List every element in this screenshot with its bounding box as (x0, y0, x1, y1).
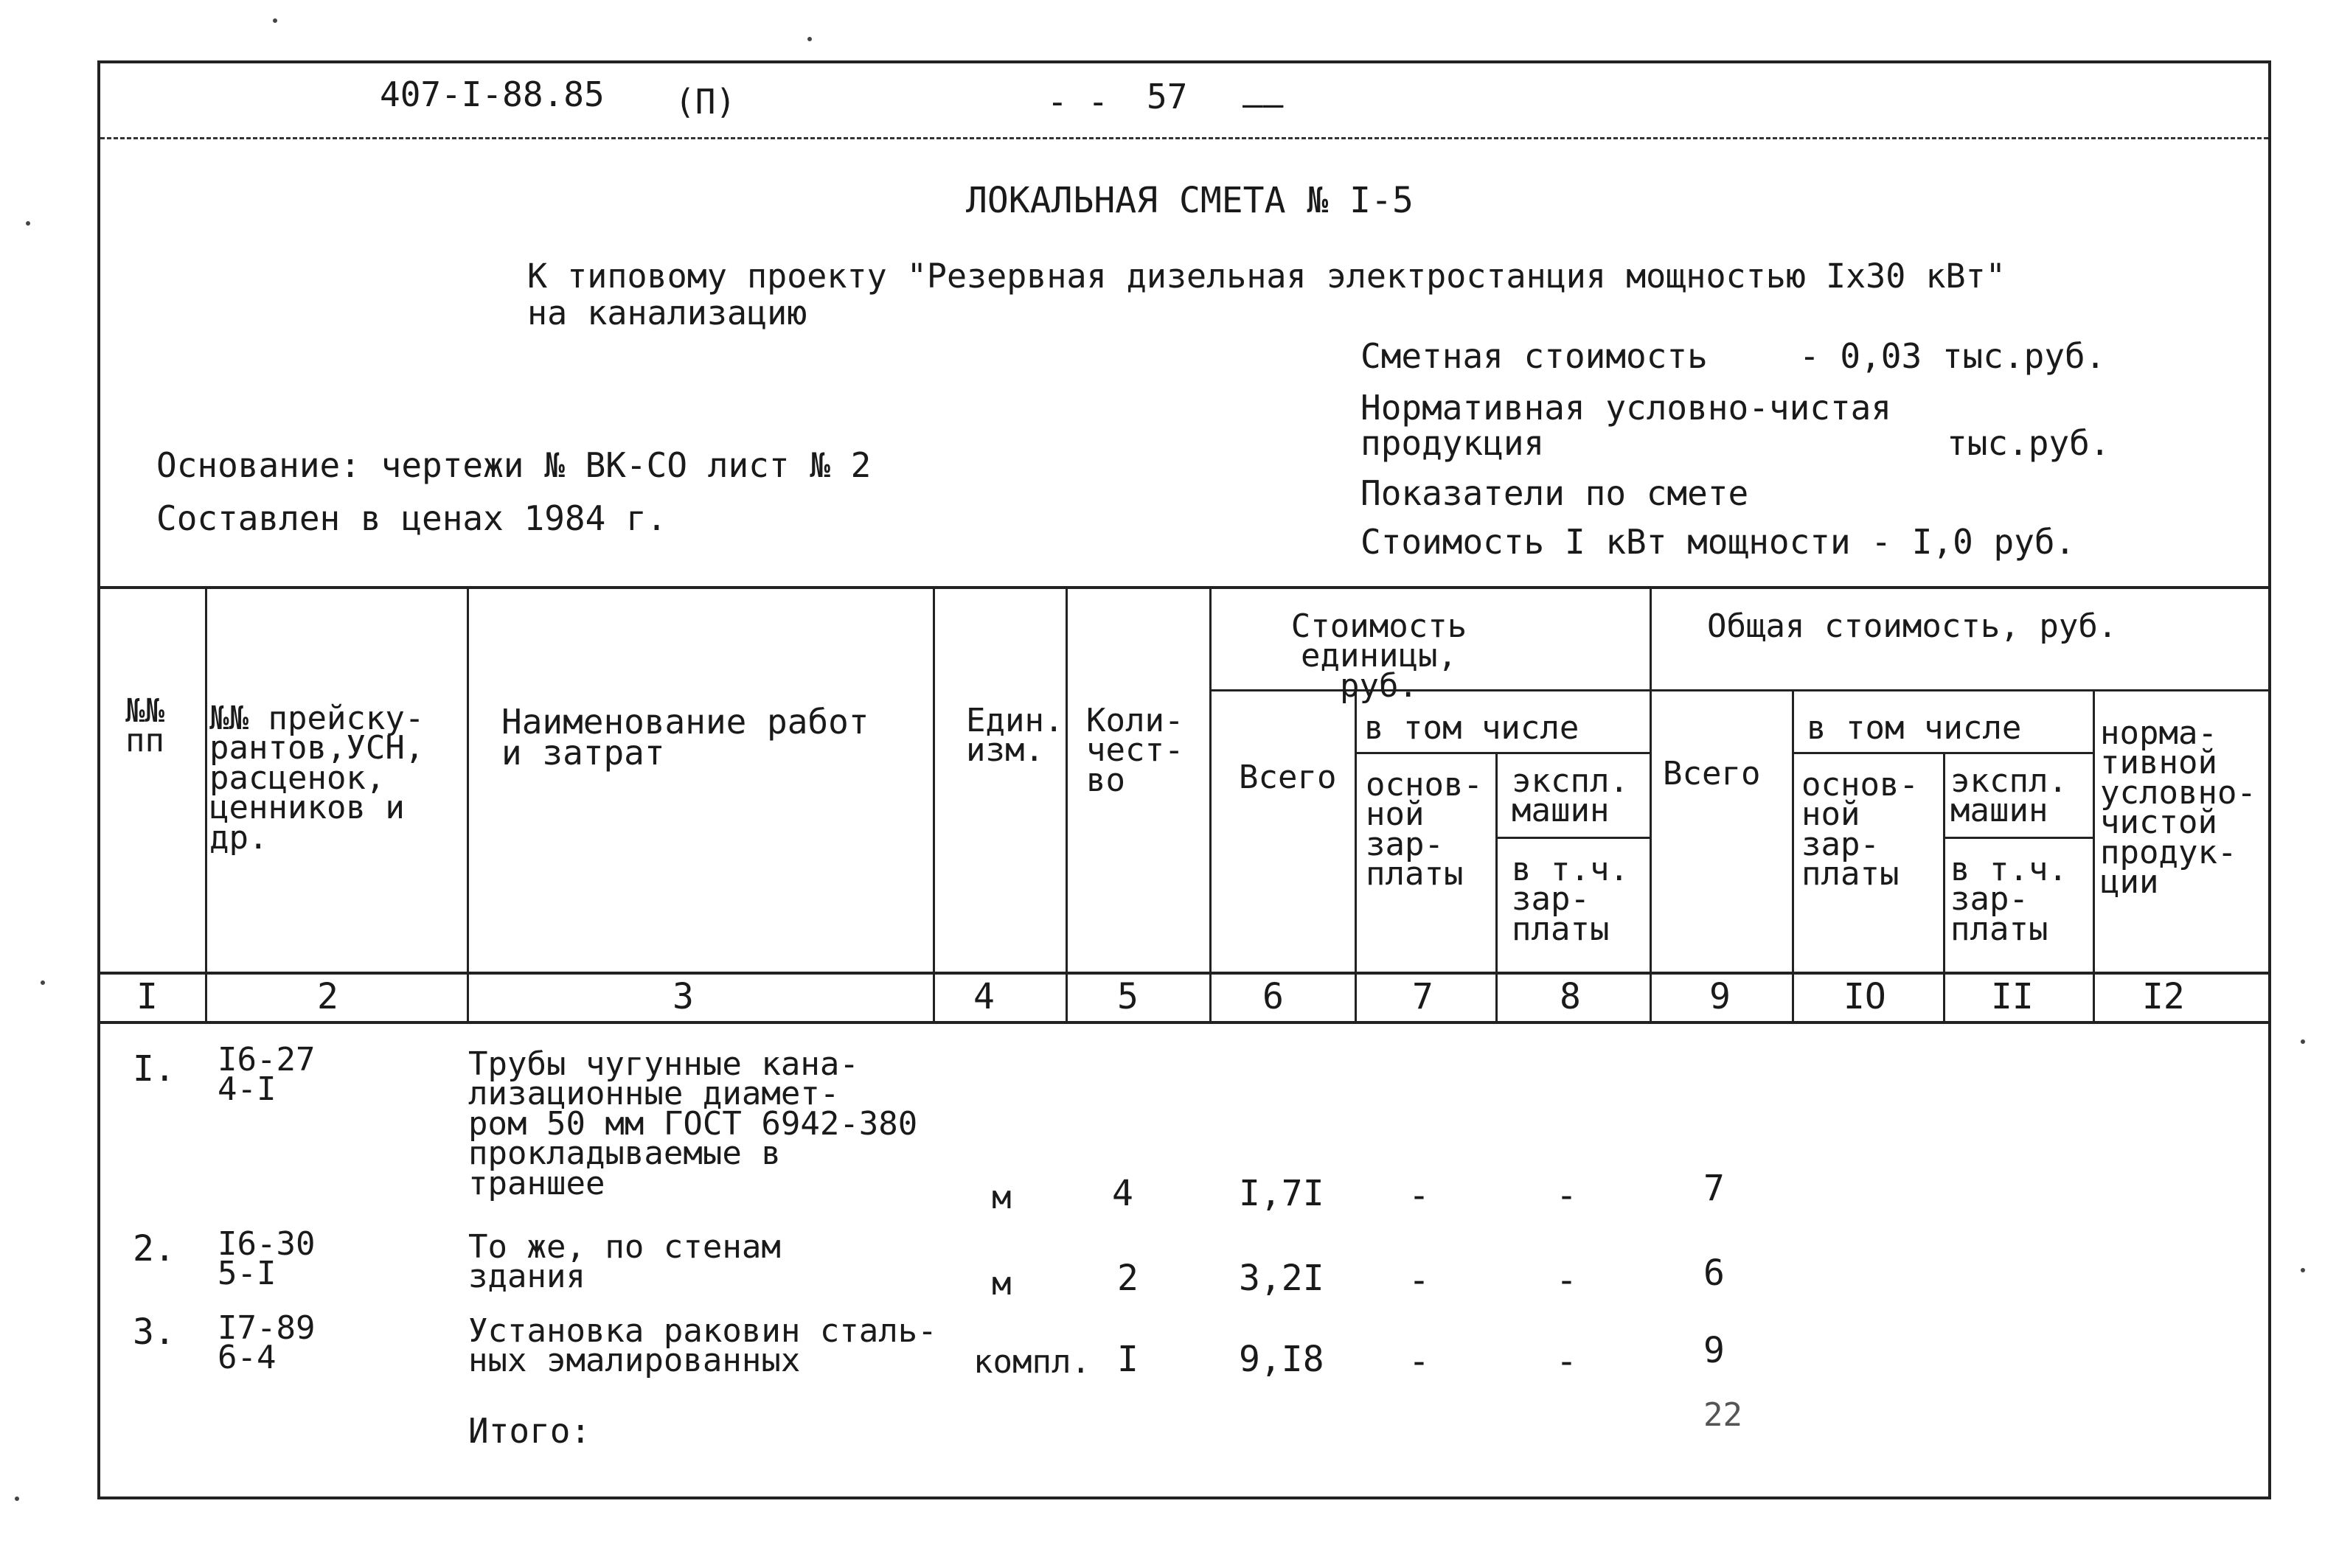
row-3-machines: - (1556, 1341, 1577, 1382)
page-dash-right: —— (1243, 84, 1284, 124)
col-number-4: 4 (973, 976, 995, 1017)
prices-line: Составлен в ценах 1984 г. (156, 498, 667, 538)
header-num: №№ пп (125, 692, 164, 760)
scan-speck (41, 980, 45, 985)
row-2-code: I6-30 5-I (218, 1225, 316, 1293)
col-line-2 (467, 588, 469, 1022)
col-number-10: IO (1843, 976, 1886, 1017)
row-2-name: То же, по стенам здания (468, 1228, 781, 1296)
norm-product-label-2: продукция (1360, 423, 1545, 463)
row-1-code: I6-27 4-I (218, 1041, 316, 1109)
header-mwage-unit: в т.ч. зар- платы (1512, 851, 1629, 948)
col-number-7: 7 (1412, 976, 1433, 1017)
row-3-name: Установка раковин сталь- ных эмалированных (468, 1312, 937, 1380)
header-name: Наименование работ и затрат (501, 702, 869, 773)
header-mwage-total: в т.ч. зар- платы (1950, 851, 2068, 948)
row-1-unit: м (992, 1179, 1012, 1216)
header-wage-total: основ- ной зар- платы (1801, 766, 1919, 893)
header-qty: Коли- чест- во (1086, 702, 1184, 799)
document-title: ЛОКАЛЬНАЯ СМЕТА № I-5 (966, 180, 1414, 221)
header-incl-unit: в том числе (1364, 709, 1579, 747)
header-total-cost: Общая стоимость, руб. (1707, 607, 2118, 645)
row-2-qty: 2 (1117, 1258, 1139, 1299)
scan-speck (2301, 1268, 2305, 1272)
row-2-unit: м (992, 1265, 1012, 1303)
row-2-wage: - (1408, 1260, 1430, 1301)
col-number-5: 5 (1117, 976, 1139, 1017)
header-machines-unit: экспл. машин (1512, 762, 1629, 830)
incl-divider-right (1792, 752, 2093, 754)
col-line-10 (1943, 752, 1945, 1022)
header-all-unit: Всего (1239, 759, 1337, 796)
series-mark: (П) (675, 82, 737, 122)
col-number-8: 8 (1560, 976, 1581, 1017)
row-3-unit: компл. (973, 1343, 1091, 1381)
row-1-qty: 4 (1112, 1173, 1133, 1214)
header-codes: №№ прейску- рантов,УСН, расценок, ценников и др. (209, 700, 425, 857)
col-line-3 (933, 588, 935, 1022)
scan-speck (2301, 1039, 2305, 1044)
kw-cost-line: Стоимость I кВт мощности - I,0 руб. (1360, 522, 2076, 562)
estimated-cost-label: Сметная стоимость (1360, 336, 1708, 376)
col-number-11: II (1991, 976, 2034, 1017)
col-line-6 (1355, 689, 1357, 1022)
indicators-label: Показатели по смете (1360, 473, 1749, 513)
scan-speck (807, 37, 812, 41)
header-divider (100, 137, 2268, 139)
col-number-1: I (136, 976, 158, 1017)
total-value: 22 (1703, 1396, 1742, 1434)
header-unit: Един. изм. (966, 702, 1064, 770)
scan-speck (15, 1496, 19, 1501)
col-line-8 (1650, 588, 1652, 1022)
scan-speck (273, 18, 277, 23)
col-number-3: 3 (672, 976, 694, 1017)
row-1-total: 7 (1703, 1168, 1725, 1209)
incl-divider-left (1355, 752, 1650, 754)
row-2-num: 2. (133, 1228, 175, 1269)
row-1-num: I. (133, 1048, 175, 1090)
machines-divider-right (1943, 837, 2093, 839)
row-1-name: Трубы чугунные кана- лизационные диамет- ром 50 мм ГОСТ 6942-380 прокладываемые в траншее (468, 1045, 918, 1202)
col-line-11 (2093, 689, 2095, 1022)
row-3-wage: - (1408, 1341, 1430, 1382)
col-number-6: 6 (1262, 976, 1284, 1017)
row-3-total: 9 (1703, 1330, 1725, 1371)
total-label: Итого: (468, 1411, 591, 1451)
row-3-qty: I (1117, 1339, 1139, 1380)
col-number-12: I2 (2142, 976, 2185, 1017)
header-incl-total: в том числе (1807, 709, 2022, 747)
frame-bottom (97, 1496, 2271, 1499)
header-all-total: Всего (1663, 755, 1761, 792)
col-number-2: 2 (317, 976, 338, 1017)
row-3-code: I7-89 6-4 (218, 1309, 316, 1377)
machines-divider-left (1495, 837, 1650, 839)
norm-product-unit: тыс.руб. (1947, 423, 2110, 463)
header-machines-total: экспл. машин (1950, 762, 2068, 830)
frame-left (97, 60, 100, 1499)
col-line-7 (1495, 752, 1498, 1022)
row-1-price: I,7I (1239, 1173, 1324, 1214)
page-number: 57 (1147, 77, 1188, 116)
row-1-machines: - (1556, 1175, 1577, 1216)
row-2-price: 3,2I (1239, 1258, 1324, 1299)
frame-right (2268, 60, 2271, 1499)
frame-top (97, 60, 2271, 63)
header-wage-unit: основ- ной зар- платы (1366, 766, 1483, 893)
row-3-num: 3. (133, 1311, 175, 1353)
col-line-5 (1209, 588, 1212, 1022)
project-line-1: К типовому проекту "Резервная дизельная электростанция мощностью Iх30 кВт" (527, 257, 2006, 296)
header-unit-cost: Стоимость единицы, руб. (1290, 607, 1467, 705)
row-2-total: 6 (1703, 1252, 1725, 1294)
col-number-9: 9 (1709, 976, 1731, 1017)
row-3-price: 9,I8 (1239, 1339, 1324, 1380)
estimated-cost-value: - 0,03 тыс.руб. (1799, 336, 2106, 376)
basis-line: Основание: чертежи № ВК-СО лист № 2 (156, 445, 872, 485)
header-norm-product: норма- тивной условно- чистой продук- ции (2100, 714, 2256, 902)
norm-product-label-1: Нормативная условно-чистая (1360, 388, 1892, 428)
page-dash-left: - - (1047, 82, 1109, 122)
col-line-4 (1066, 588, 1068, 1022)
scan-speck (26, 221, 30, 226)
row-2-machines: - (1556, 1260, 1577, 1301)
project-line-2: на канализацию (527, 293, 807, 332)
col-line-9 (1792, 689, 1794, 1022)
table-top-line (100, 586, 2268, 589)
col-line-1 (205, 588, 207, 1022)
document-code: 407-I-88.85 (380, 74, 605, 114)
row-1-wage: - (1408, 1175, 1430, 1216)
